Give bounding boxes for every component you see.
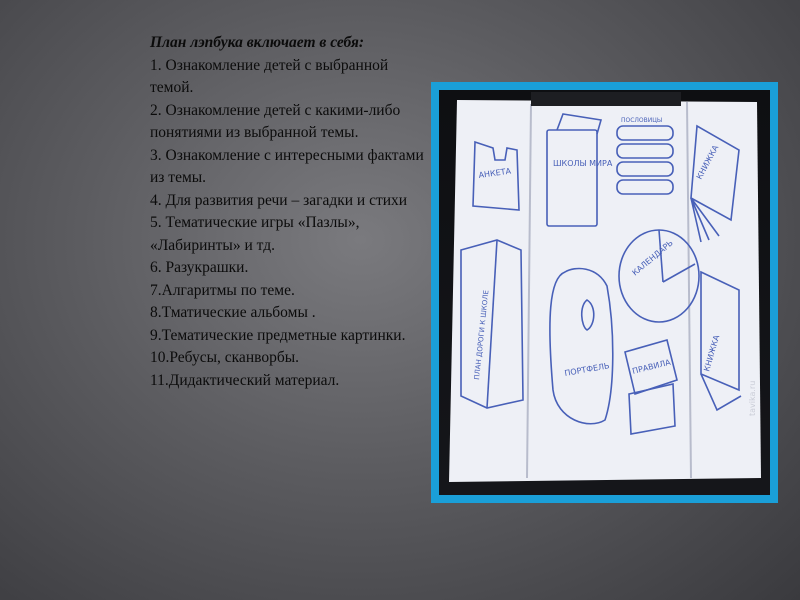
plan-item: 6. Разукрашки. bbox=[150, 259, 249, 276]
lapbook-sketch bbox=[439, 90, 770, 495]
plan-item: 10.Ребусы, сканворбы. bbox=[150, 349, 299, 366]
lapbook-photo bbox=[439, 90, 770, 495]
clip bbox=[531, 92, 681, 106]
plan-item: 9.Тематические предметные картинки. bbox=[150, 326, 406, 344]
label-poslovitsy: ПОСЛОВИЦЫ bbox=[621, 117, 663, 124]
watermark: tavika.ru bbox=[748, 380, 757, 416]
plan-item: 3. Ознакомление с интересными фактами из темы. bbox=[150, 146, 424, 186]
plan-item: 1. Ознакомление детей с выбранной темой. bbox=[150, 56, 389, 96]
plan-item: 8.Тматические альбомы . bbox=[150, 304, 316, 321]
plan-item: 11.Дидактический материал. bbox=[150, 371, 340, 389]
plan-item: 5. Тематические игры «Пазлы», «Лабиринты» и тд. bbox=[150, 214, 360, 254]
lapbook-photo-frame bbox=[431, 82, 778, 503]
label-portfel: ПОРТФЕЛЬ bbox=[563, 361, 611, 378]
label-pravila: ПРАВИЛА bbox=[631, 357, 672, 376]
plan-item: 2. Ознакомление детей с какими-либо понятиями из выбранной темы. bbox=[150, 101, 401, 141]
label-plan-dorogi: ПЛАН ДОРОГИ К ШКОЛЕ bbox=[473, 289, 491, 381]
label-knizhka-bottom: КНИЖКА bbox=[702, 334, 722, 373]
label-knizhka-top: КНИЖКА bbox=[694, 143, 721, 181]
label-kalendar: КАЛЕНДАРЬ bbox=[630, 238, 675, 278]
label-anketa: АНКЕТА bbox=[478, 166, 512, 180]
plan-heading: План лэпбука включает в себя: bbox=[150, 34, 365, 51]
label-shkoly-mira: ШКОЛЫ МИРА bbox=[553, 159, 613, 168]
plan-text bbox=[150, 32, 432, 392]
plan-item: 4. Для развития речи – загадки и стихи bbox=[150, 191, 408, 209]
plan-item: 7.Алгаритмы по теме. bbox=[150, 281, 295, 299]
plan-list bbox=[150, 55, 432, 393]
